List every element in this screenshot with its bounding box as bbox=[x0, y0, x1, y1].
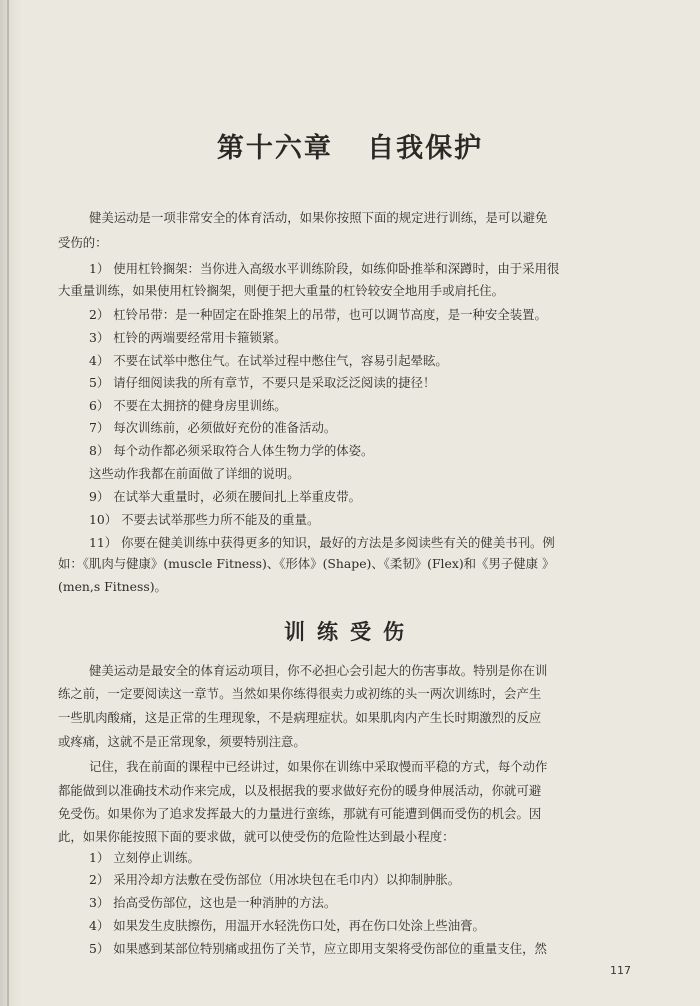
text-line: 1） 使用杠铃搁架：当你进入高级水平训练阶段，如练仰卧推举和深蹲时，由于采用很 bbox=[89, 261, 560, 276]
text-line: 这些动作我都在前面做了详细的说明。 bbox=[89, 466, 300, 481]
text-line: 10） 不要去试举那些力所不能及的重量。 bbox=[89, 512, 320, 527]
text-line: 8） 每个动作都必须采取符合人体生物力学的体姿。 bbox=[89, 443, 374, 458]
section-title: 训练受伤 bbox=[284, 620, 416, 644]
text-line: (men,s Fitness)。 bbox=[58, 579, 167, 594]
text-line: 9） 在试举大重量时，必须在腰间扎上举重皮带。 bbox=[89, 489, 362, 504]
text-line: 4） 如果发生皮肤擦伤，用温开水轻洗伤口处，再在伤口处涂上些油膏。 bbox=[89, 918, 485, 933]
text-line: 2） 采用冷却方法敷在受伤部位（用冰块包在毛巾内）以抑制肿胀。 bbox=[89, 872, 461, 887]
text-line: 都能做到以准确技术动作来完成，以及根据我的要求做好充份的暖身伸展活动，你就可避 bbox=[58, 783, 542, 798]
text-line: 7） 每次训练前，必须做好充份的准备活动。 bbox=[89, 420, 337, 435]
text-line: 4） 不要在试举中憋住气。在试举过程中憋住气，容易引起晕眩。 bbox=[89, 353, 448, 368]
text-line: 1） 立刻停止训练。 bbox=[89, 850, 200, 865]
chapter-title: 第十六章 自我保护 bbox=[216, 133, 484, 164]
text-line: 大重量训练，如果使用杠铃搁架，则便于把大重量的杠铃较安全地用手或肩托住。 bbox=[58, 283, 505, 298]
text-line: 此，如果你能按照下面的要求做，就可以使受伤的危险性达到最小程度： bbox=[58, 829, 455, 844]
text-line: 或疼痛，这就不是正常现象，须要特别注意。 bbox=[58, 734, 306, 749]
text-line: 5） 请仔细阅读我的所有章节，不要只是采取泛泛阅读的捷径！ bbox=[89, 375, 436, 390]
text-line: 免受伤。如果你为了追求发挥最大的力量进行蛮练，那就有可能遭到偶而受伤的机会。因 bbox=[58, 806, 542, 821]
text-line: 2） 杠铃吊带：是一种固定在卧推架上的吊带，也可以调节高度，是一种安全装置。 bbox=[89, 307, 547, 322]
text-line: 一些肌肉酸痛，这是正常的生理现象，不是病理症状。如果肌肉内产生长时期激烈的反应 bbox=[58, 710, 542, 725]
text-line: 受伤的： bbox=[58, 235, 108, 250]
text-line: 3） 抬高受伤部位，这也是一种消肿的方法。 bbox=[89, 895, 337, 910]
page-number: 117 bbox=[610, 964, 631, 977]
text-line: 练之前，一定要阅读这一章节。当然如果你练得很卖力或初练的头一两次训练时，会产生 bbox=[58, 686, 542, 701]
text-line: 3） 杠铃的两端要经常用卡箍锁紧。 bbox=[89, 330, 287, 345]
text-line: 5） 如果感到某部位特别痛或扭伤了关节，应立即用支架将受伤部位的重量支住，然 bbox=[89, 941, 547, 956]
text-line: 11） 你要在健美训练中获得更多的知识，最好的方法是多阅读些有关的健美书刊。例 bbox=[89, 535, 555, 550]
text-line: 如：《肌肉与健康》(muscle Fitness)、《形体》(Shape)、《柔韧》(Flex)和《男子健康 》 bbox=[58, 556, 555, 571]
text-line: 健美运动是一项非常安全的体育活动，如果你按照下面的规定进行训练，是可以避免 bbox=[89, 210, 548, 225]
text-line: 记住，我在前面的课程中已经讲过，如果你在训练中采取慢而平稳的方式，每个动作 bbox=[89, 759, 548, 774]
text-line: 健美运动是最安全的体育运动项目，你不必担心会引起大的伤害事故。特别是你在训 bbox=[89, 663, 548, 678]
text-line: 6） 不要在太拥挤的健身房里训练。 bbox=[89, 398, 287, 413]
